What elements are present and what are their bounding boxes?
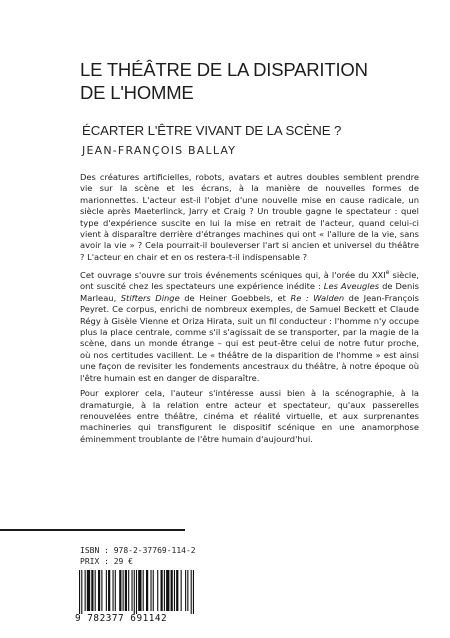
barcode-bar [134, 570, 135, 614]
author-name: JEAN-FRANÇOIS BALLAY [82, 144, 237, 157]
barcode-bar [85, 570, 86, 611]
divider-rule [0, 529, 185, 531]
barcode-block [75, 570, 195, 628]
book-title-line-1: LE THÉÂTRE DE LA DISPARITION [80, 59, 368, 80]
barcode-bar [101, 570, 102, 611]
barcode-bar [95, 570, 96, 611]
barcode-bar [185, 570, 186, 611]
barcode-bar [171, 570, 173, 611]
barcode-bar [81, 570, 82, 614]
barcode-bar [150, 570, 151, 611]
work-title: Stifters Dinge [120, 292, 180, 303]
blurb-text: Cet ouvrage s'ouvre sur trois événements scéniques qui, à l'orée du XXI [80, 270, 386, 281]
blurb-paragraph-3: Pour explorer cela, l'auteur s'intéresse aussi bien à la scénographie, à la dramaturgie, à la relation entre acteur et spectateur, qu'aux passerelles renouvelées entre théâtre, cinéma et réalité virtuelle, et aux surprenantes machineries qui transfigurent le dispositif scénique en une anamorphose éminemment troublante de l'être humain d'aujourd'hui. [80, 388, 419, 444]
work-title: Les Aveugles [323, 281, 380, 292]
barcode-bar [113, 570, 114, 611]
blurb-text: de Heiner Goebbels, et [179, 292, 291, 303]
barcode-number: 9 782377 691142 [75, 613, 168, 624]
barcode-bar [181, 570, 182, 611]
barcode-bar [98, 570, 100, 611]
blurb-paragraph-2 [80, 267, 419, 384]
blurb-text: siècle, ont suscité chez les spectateurs une expérience inédite : [80, 270, 419, 292]
blurb [80, 172, 419, 449]
isbn-text: ISBN : 978-2-37769-114-2 [80, 546, 196, 555]
barcode-bar [115, 570, 116, 611]
barcode-bar [191, 570, 192, 614]
book-meta [80, 545, 196, 567]
book-title-line-2: DE L'HOMME [80, 82, 194, 103]
barcode-bar [91, 570, 93, 611]
barcode-bar [125, 570, 127, 611]
blurb-text: de Denis Marleau, [80, 281, 419, 303]
barcode-bar [166, 570, 169, 611]
work-title: Re : Walden [290, 292, 345, 303]
barcode-bar [146, 570, 148, 611]
barcode-bar [161, 570, 163, 611]
barcode-bar [143, 570, 144, 611]
barcode-bar [193, 570, 194, 614]
barcode-bar [153, 570, 154, 611]
barcode-bar [119, 570, 121, 611]
barcode-bar [136, 570, 137, 614]
price-text: PRIX : 29 € [80, 557, 133, 566]
barcode-bar [131, 570, 132, 611]
barcode-bar [128, 570, 129, 611]
book-title [80, 58, 410, 104]
barcode-bar [108, 570, 110, 611]
blurb-text: de Jean-François Peyret. Ce corpus, enrichi de nombreux exemples, de Samuel Beckett et Claude Régy à Gisèle Vienne et Oriza Hirata, suit un fil conducteur : l'homme n'y occupe plus la place centrale, comme s'il s'agissait de se transporter, par la magie de la scène, dans un monde étrange – qui est peut-être celui de notre futur proche, où nos certitudes vacillent. Le « théâtre de la disparition de l'homme » est ainsi une façon de revisiter les fondements ancestraux du théâtre, à notre époque où l'être humain est en danger de disparaître. [80, 292, 420, 383]
barcode-bar [176, 570, 178, 611]
barcode-bar [138, 570, 141, 611]
blurb-paragraph-1: Des créatures artificielles, robots, avatars et autres doubles semblent prendre vie sur la scène et les écrans, à la manière de nouvelles formes de marionnettes. L'acteur est-il l'objet d'une nouvelle mise en cause radicale, un siècle après Maeterlinck, Jarry et Craig ? Un trouble gagne le spectateur : quel type d'expérience suscite en lui la mise en retrait de l'acteur, quand celui-ci vient à disparaître derrière d'étranges machines qui ont « l'allure de la vie, sans avoir la vie » ? Cela pourrait-il bouleverser l'art si ancien et universel du théâtre ? L'acteur en chair et en os restera-t-il indispensable ? [80, 172, 419, 262]
barcode-bar [123, 570, 124, 611]
barcode-bar [87, 570, 90, 611]
barcode-bar [157, 570, 158, 611]
barcode-bar [174, 570, 175, 611]
barcode-bar [106, 570, 107, 611]
barcode-bar [79, 570, 80, 614]
barcode-bar [164, 570, 165, 611]
barcode-bar [187, 570, 188, 611]
barcode-image [79, 570, 194, 614]
book-subtitle: ÉCARTER L'ÊTRE VIVANT DE LA SCÈNE ? [82, 123, 342, 138]
century-superscript: e [385, 269, 390, 277]
